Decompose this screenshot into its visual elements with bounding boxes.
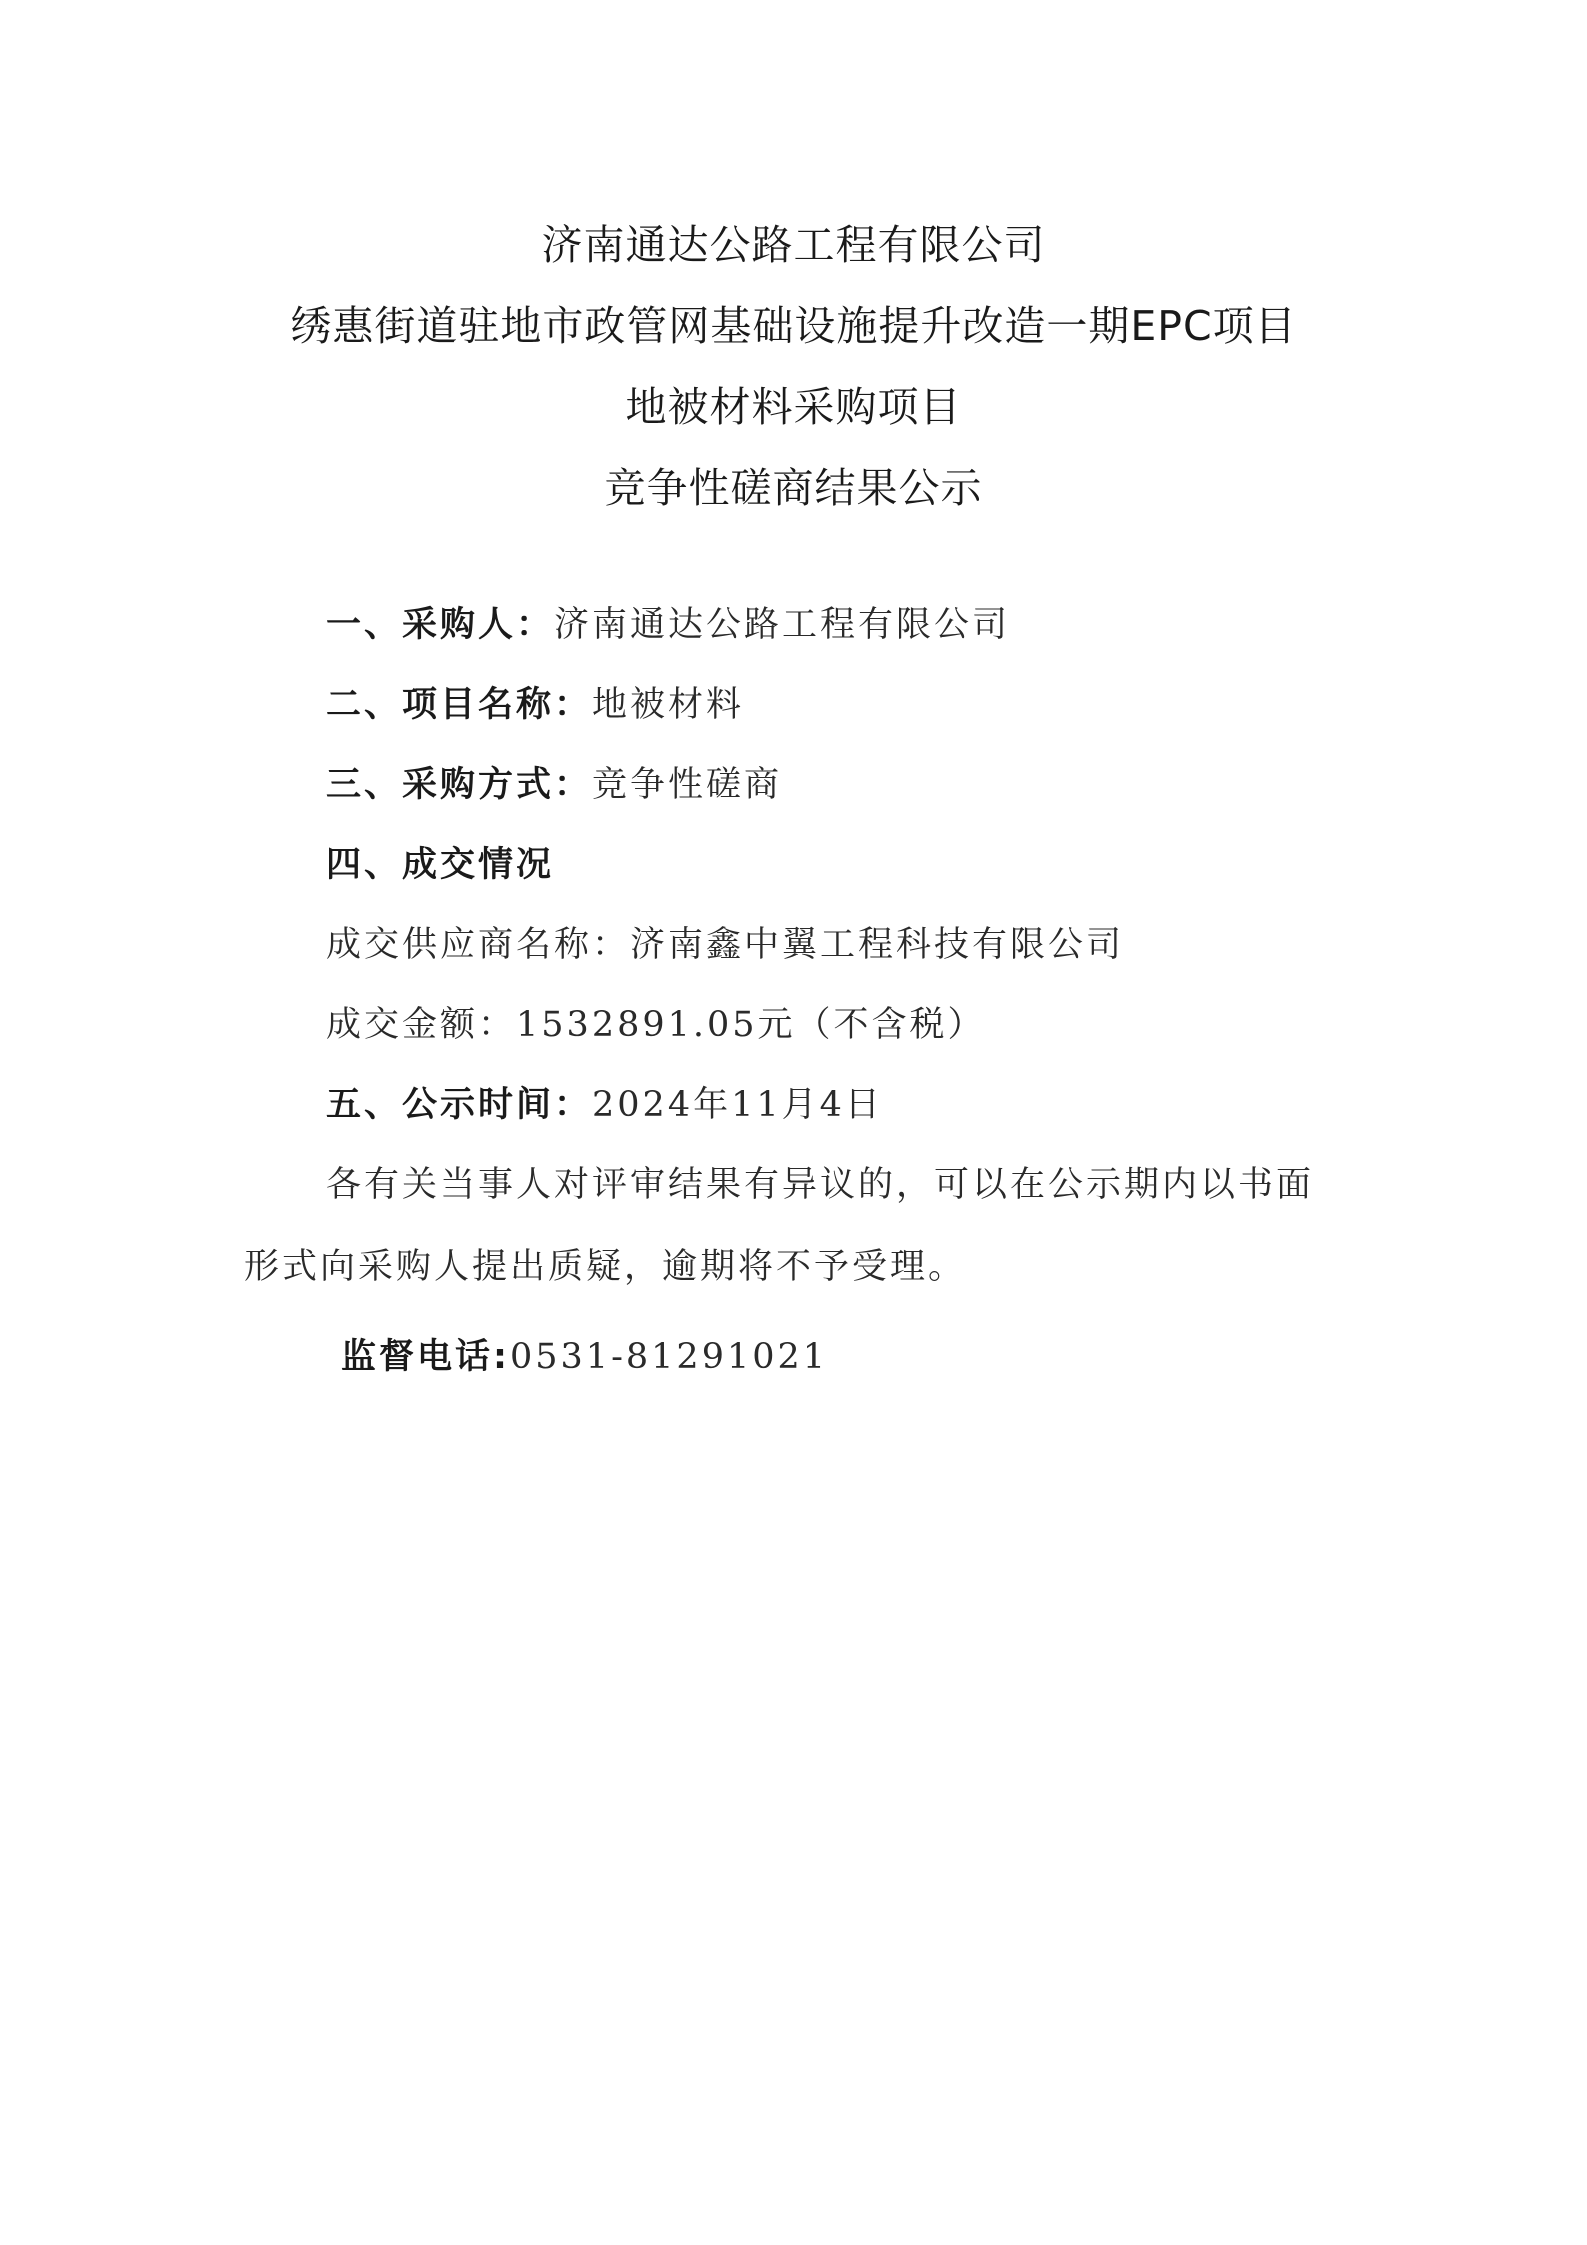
title-company: 济南通达公路工程有限公司: [541, 221, 1046, 269]
amount-row: [326, 1000, 986, 1050]
title-notice: 竞争性磋商结果公示: [604, 464, 983, 512]
purchaser-label: 一、采购人：: [326, 605, 555, 645]
title-item: 地被材料采购项目: [625, 383, 962, 431]
supervision-label: 监督电话:: [341, 1337, 510, 1377]
objection-line-2: 形式向采购人提出质疑，逾期将不予受理。: [244, 1247, 967, 1287]
amount-value: 1532891.05元（不含税）: [516, 1005, 986, 1045]
purchaser-value: 济南通达公路工程有限公司: [554, 605, 1011, 645]
supplier-label: 成交供应商名称：: [326, 925, 631, 965]
publicity-time-label: 五、公示时间：: [326, 1085, 593, 1125]
amount-label: 成交金额：: [326, 1005, 517, 1045]
document-title: [0, 205, 1587, 529]
supervision-value: 0531-81291021: [510, 1337, 829, 1377]
deal-heading: 四、成交情况: [326, 845, 555, 885]
supervision-row: [341, 1332, 828, 1382]
method-label: 三、采购方式：: [326, 765, 593, 805]
purchaser-row: [326, 600, 1010, 650]
publicity-time-row: [326, 1080, 883, 1130]
method-value: 竞争性磋商: [592, 765, 783, 805]
method-row: [326, 760, 782, 810]
objection-line-1: 各有关当事人对评审结果有异议的，可以在公示期内以书面: [326, 1165, 1315, 1205]
publicity-time-value: 2024年11月4日: [592, 1085, 883, 1125]
title-project: 绣惠街道驻地市政管网基础设施提升改造一期EPC项目: [290, 302, 1297, 350]
supplier-value: 济南鑫中翼工程科技有限公司: [630, 925, 1125, 965]
project-name-value: 地被材料: [592, 685, 745, 725]
project-name-label: 二、项目名称：: [326, 685, 593, 725]
project-name-row: [326, 680, 744, 730]
supplier-row: [326, 920, 1124, 970]
